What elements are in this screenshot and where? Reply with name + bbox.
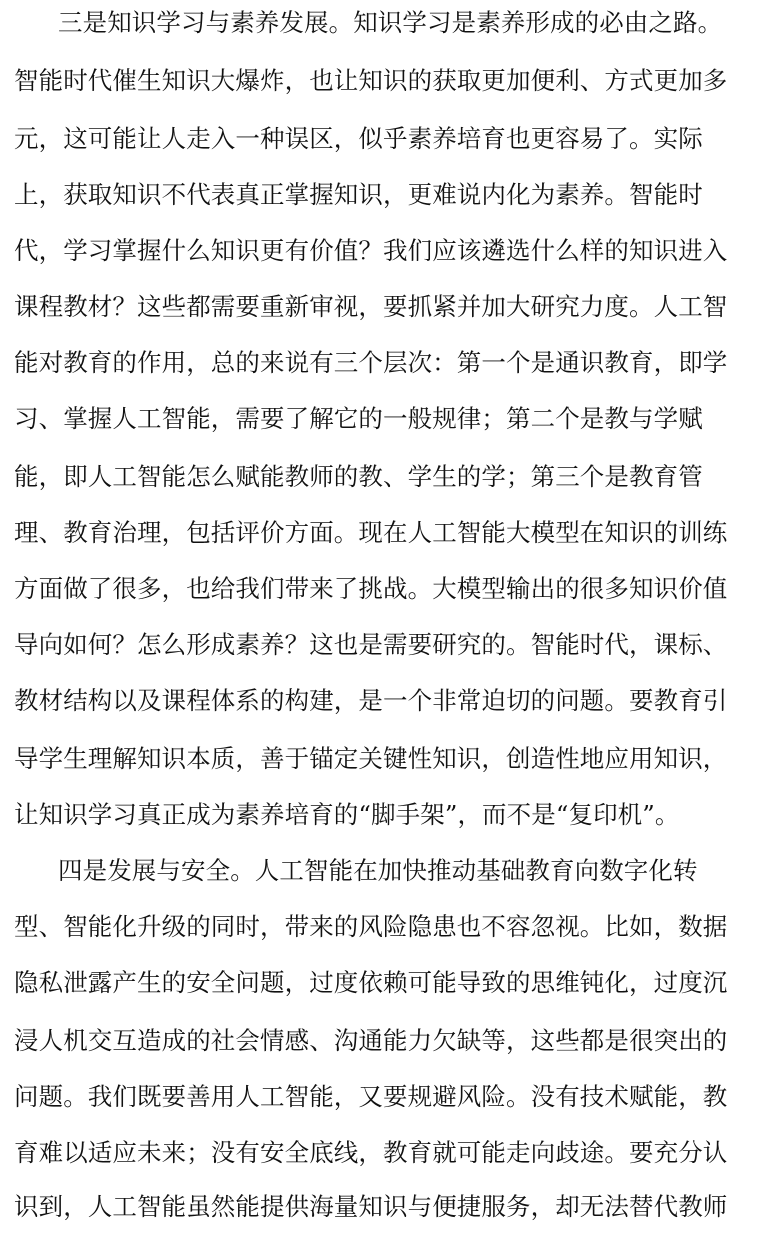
paragraph-4-line-5: 问题。我们既要善用人工智能，又要规避风险。没有技术赋能，教	[14, 1082, 728, 1111]
paragraph-3-line-15: 让知识学习真正成为素养培育的“脚手架”，而不是“复印机”。	[14, 800, 680, 829]
paragraph-4-line-1: 四是发展与安全。人工智能在加快推动基础教育向数字化转	[58, 856, 698, 885]
paragraph-3-line-6: 课程教材？这些都需要重新审视，要抓紧并加大研究力度。人工智	[14, 292, 728, 321]
paragraph-4-line-3: 隐私泄露产生的安全问题，过度依赖可能导致的思维钝化，过度沉	[14, 968, 728, 997]
paragraph-3-line-4: 上，获取知识不代表真正掌握知识，更难说内化为素养。智能时	[14, 180, 703, 209]
paragraph-4-line-6: 育难以适应未来；没有安全底线，教育就可能走向歧途。要充分认	[14, 1138, 728, 1167]
paragraph-3-line-1: 三是知识学习与素养发展。知识学习是素养形成的必由之路。	[58, 8, 723, 37]
paragraph-3-line-14: 导学生理解知识本质，善于锚定关键性知识，创造性地应用知识，	[14, 744, 728, 773]
paragraph-3-line-2: 智能时代催生知识大爆炸，也让知识的获取更加便利、方式更加多	[14, 66, 728, 95]
paragraph-3-line-9: 能，即人工智能怎么赋能教师的教、学生的学；第三个是教育管	[14, 462, 703, 491]
paragraph-4-line-2: 型、智能化升级的同时，带来的风险隐患也不容忽视。比如，数据	[14, 912, 728, 941]
paragraph-3-line-13: 教材结构以及课程体系的构建，是一个非常迫切的问题。要教育引	[14, 686, 728, 715]
paragraph-3-line-5: 代，学习掌握什么知识更有价值？我们应该遴选什么样的知识进入	[14, 236, 728, 265]
paragraph-3-line-12: 导向如何？怎么形成素养？这也是需要研究的。智能时代，课标、	[14, 630, 728, 659]
paragraph-4-line-4: 浸人机交互造成的社会情感、沟通能力欠缺等，这些都是很突出的	[14, 1026, 728, 1055]
paragraph-3-line-7: 能对教育的作用，总的来说有三个层次：第一个是通识教育，即学	[14, 348, 728, 377]
paragraph-3-line-10: 理、教育治理，包括评价方面。现在人工智能大模型在知识的训练	[14, 518, 728, 547]
paragraph-4-line-7: 识到，人工智能虽然能提供海量知识与便捷服务，却无法替代教师	[14, 1192, 728, 1221]
paragraph-3-line-8: 习、掌握人工智能，需要了解它的一般规律；第二个是教与学赋	[14, 404, 703, 433]
paragraph-3-line-3: 元，这可能让人走入一种误区，似乎素养培育也更容易了。实际	[14, 124, 703, 153]
paragraph-3-line-11: 方面做了很多，也给我们带来了挑战。大模型输出的很多知识价值	[14, 574, 728, 603]
